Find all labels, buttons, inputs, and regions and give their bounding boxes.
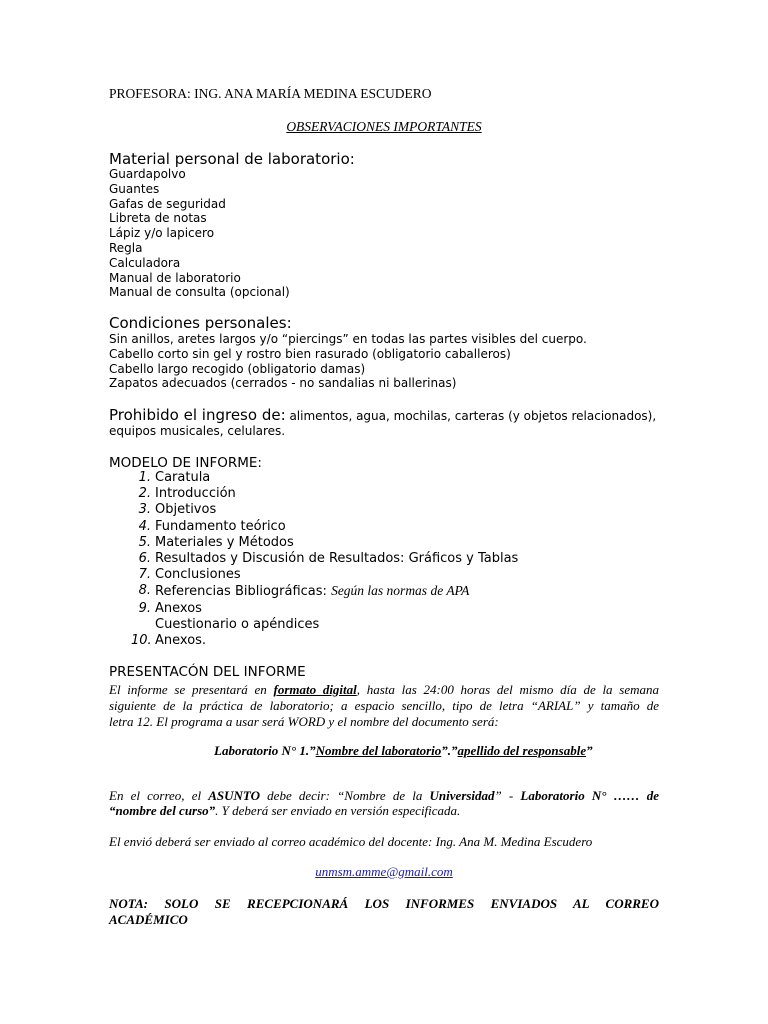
apa-note: Según las normas de APA [331, 583, 470, 599]
list-item: Guantes [109, 181, 160, 196]
text-segment: ” [586, 743, 593, 758]
prohibited-title: Prohibido el ingreso de: [109, 406, 286, 424]
email-address-container [0, 864, 768, 880]
presentation-line3: letra 12. El programa a usar será WORD y el nombre del documento será: [109, 714, 499, 729]
conditions-section-title: Condiciones personales: [109, 314, 292, 332]
item-number: 6. [138, 551, 151, 567]
course-name-emphasis: “nombre del curso” [109, 803, 216, 818]
list-item [109, 502, 518, 518]
report-model-title: MODELO DE INFORME: [109, 455, 262, 471]
professor-heading: PROFESORA: ING. ANA MARÍA MEDINA ESCUDERO [109, 86, 432, 101]
document-name-format [214, 743, 593, 759]
item-text: Resultados y Discusión de Resultados: Gráficos y Tablas [155, 551, 519, 567]
item-text: Referencias Bibliográficas: [155, 584, 332, 600]
email-subject-line2 [109, 803, 659, 819]
list-item: Sin anillos, aretes largos y/o “piercings” en todas las partes visibles del cuerpo. [109, 332, 587, 346]
text-segment: . Y deberá ser enviado en versión especificada. [215, 803, 461, 818]
subject-emphasis: ASUNTO [208, 788, 261, 803]
surname-placeholder: apellido del responsable [457, 743, 587, 758]
digital-format-emphasis: formato digital [273, 682, 357, 697]
list-item [109, 486, 518, 502]
list-item [109, 519, 518, 535]
material-section-title: Material personal de laboratorio: [109, 150, 355, 168]
item-number: 7. [138, 567, 151, 583]
list-item [109, 551, 518, 567]
item-text: Objetivos [155, 502, 217, 518]
prohibited-text-line1: alimentos, agua, mochilas, carteras (y objetos relacionados), [285, 409, 657, 423]
item-text: Cuestionario o apéndices [155, 616, 320, 632]
material-list [109, 167, 290, 300]
item-text: Caratula [155, 470, 211, 485]
send-instructions: El envió deberá ser enviado al correo académico del docente: Ing. Ana M. Medina Escudero [109, 834, 593, 849]
text-segment: En el correo, el [109, 788, 209, 803]
item-text: Materiales y Métodos [155, 534, 294, 550]
report-model-list [109, 470, 518, 649]
list-item: Manual de laboratorio [109, 270, 241, 285]
email-link[interactable]: unmsm.amme@gmail.com [315, 864, 453, 879]
text-segment: debe decir: “Nombre de la [260, 788, 430, 803]
list-item [109, 470, 518, 486]
note-line1: NOTA: SOLO SE RECEPCIONARÁ LOS INFORMES ENVIADOS AL CORREO [109, 896, 659, 911]
list-item: Zapatos adecuados (cerrados - no sandalias ni ballerinas) [109, 376, 457, 391]
lab-number-emphasis: Laboratorio N° …… de [520, 788, 660, 803]
item-number: 3. [138, 502, 151, 518]
item-text: Anexos. [155, 633, 207, 649]
item-text: Fundamento teórico [155, 518, 286, 534]
prohibited-text-line2: equipos musicales, celulares. [109, 424, 286, 438]
list-item: Manual de consulta (opcional) [109, 285, 290, 300]
text-segment: ”.” [441, 743, 458, 758]
list-item: Gafas de seguridad [109, 196, 226, 211]
list-item: Cabello corto sin gel y rostro bien rasurado (obligatorio caballeros) [109, 346, 511, 361]
item-number: 4. [138, 518, 151, 534]
item-number: 1. [138, 470, 151, 485]
item-text: Conclusiones [155, 567, 241, 583]
text-segment: El informe se presentará en [109, 682, 274, 697]
item-number: 9. [138, 600, 151, 616]
list-item [109, 617, 518, 633]
list-item: Calculadora [109, 255, 181, 270]
list-item: Cabello largo recogido (obligatorio damas) [109, 361, 366, 376]
list-item: Lápiz y/o lapicero [109, 226, 215, 241]
list-item: Guardapolvo [109, 167, 186, 181]
conditions-list [109, 332, 587, 391]
text-segment: Laboratorio N° 1.” [214, 743, 316, 758]
list-item [109, 601, 518, 617]
item-number: 10. [131, 633, 152, 649]
email-subject-line1 [109, 788, 659, 804]
list-item [109, 583, 518, 600]
text-segment: , hasta las 24:00 horas del mismo día de la semana [356, 682, 659, 697]
lab-name-placeholder: Nombre del laboratorio [315, 743, 442, 758]
list-item: Regla [109, 240, 143, 255]
item-number: 5. [138, 534, 151, 550]
list-item [109, 567, 518, 583]
university-emphasis: Universidad [429, 788, 495, 803]
observations-title: OBSERVACIONES IMPORTANTES [286, 119, 482, 134]
prohibited-paragraph [109, 405, 656, 424]
item-number: 2. [138, 486, 151, 502]
presentation-title: PRESENTACÓN DEL INFORME [109, 664, 306, 680]
text-segment: ” - [494, 788, 521, 803]
presentation-line2: siguiente de la práctica de laboratorio; a espacio sencillo, tipo de letra “ARIAL” y tamaño de [109, 698, 659, 713]
list-item: Libreta de notas [109, 211, 207, 226]
list-item [109, 633, 518, 649]
list-item [109, 535, 518, 551]
presentation-line1 [109, 682, 659, 698]
item-text: Anexos [155, 600, 202, 616]
note-line2: ACADÉMICO [109, 912, 188, 927]
item-text: Introducción [155, 486, 236, 502]
item-number: 8. [138, 583, 151, 599]
